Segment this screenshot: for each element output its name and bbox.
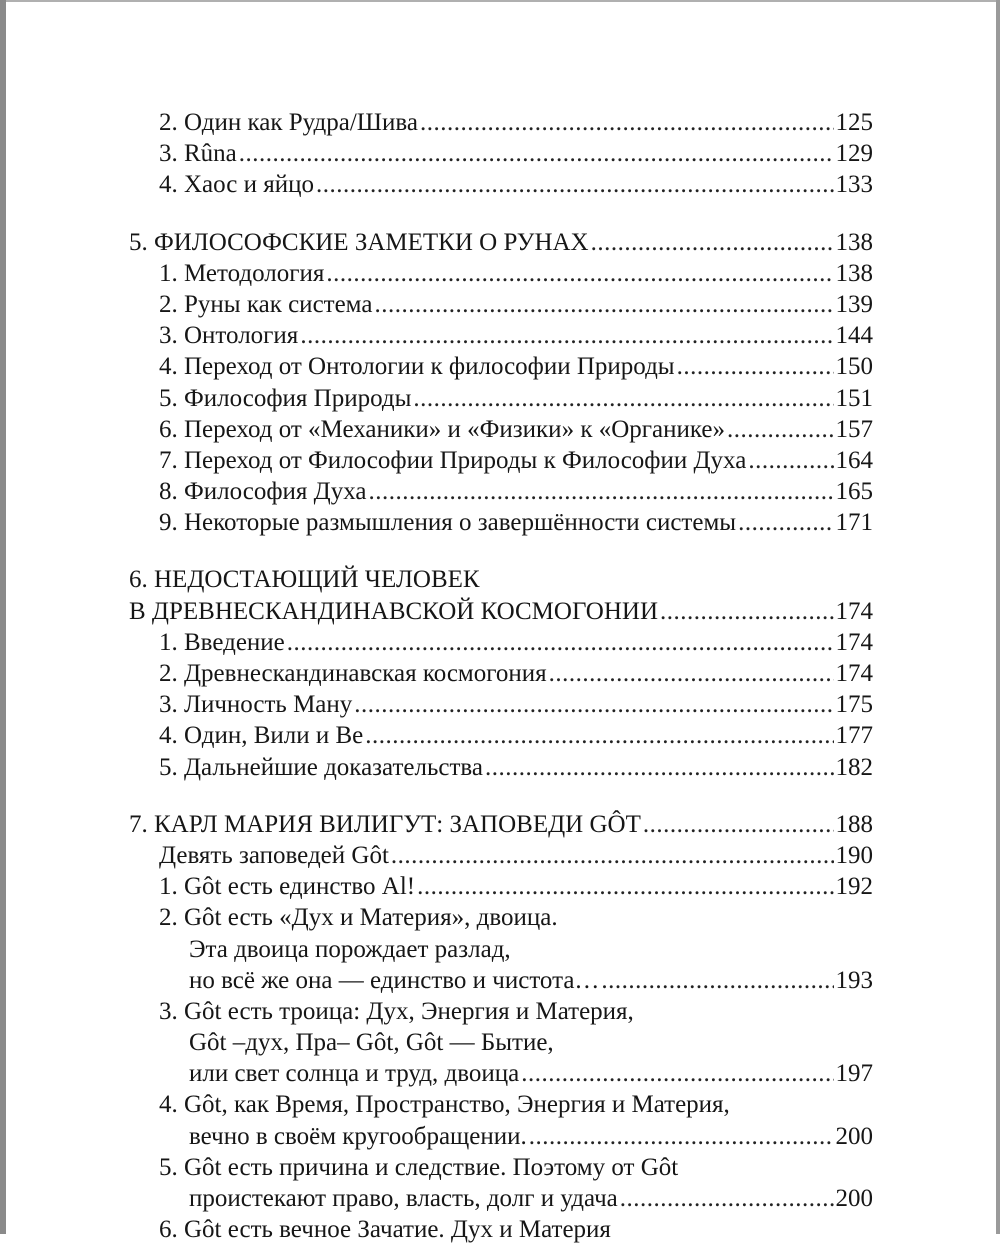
toc-entry-text: 1. Gôt есть единство Al! <box>159 873 416 901</box>
toc-entry-text: проистекают право, власть, долг и удача <box>189 1185 618 1212</box>
page-number: 151 <box>835 384 873 412</box>
toc-group <box>129 809 873 1245</box>
toc-section-entry <box>129 689 873 720</box>
dot-leader <box>316 169 833 200</box>
page-number: 150 <box>835 353 873 381</box>
toc-section-entry <box>129 476 873 507</box>
toc-entry-text: 6. Переход от «Механики» и «Физики» к «Органике» <box>159 415 725 443</box>
page-number: 182 <box>835 753 873 781</box>
dot-leader <box>591 227 834 258</box>
toc-line <box>129 658 873 689</box>
toc-line <box>129 689 873 720</box>
toc-section-entry <box>129 320 873 351</box>
toc-line <box>129 227 873 258</box>
page-number: 133 <box>835 171 873 199</box>
toc-entry-text: 4. Переход от Онтологии к философии Природы <box>159 353 675 381</box>
page-top-edge <box>0 0 1000 2</box>
toc-line <box>129 1152 873 1183</box>
dot-leader <box>660 596 833 627</box>
toc-line <box>129 476 873 507</box>
dot-leader <box>677 351 834 382</box>
toc-line <box>129 627 873 658</box>
toc-section-entry <box>129 383 873 414</box>
toc-line <box>129 752 873 783</box>
toc-line <box>129 289 873 320</box>
dot-leader <box>239 138 834 169</box>
dot-leader <box>727 414 834 445</box>
toc-section-entry <box>129 752 873 783</box>
toc-group <box>129 107 873 201</box>
toc-group <box>129 227 873 539</box>
toc-entry-text: 3. Gôt есть троица: Дух, Энергия и Материя, <box>159 997 634 1025</box>
toc-entry-text: 2. Древнескандинавская космогония <box>159 660 547 687</box>
toc-entry-text: но всё же она — единство и чистота… <box>189 966 600 994</box>
toc-line <box>129 1058 873 1089</box>
page-number: 197 <box>835 1060 873 1088</box>
toc-entry-text: 2. Один как Рудра/Шива <box>159 109 418 136</box>
dot-leader <box>529 1121 834 1152</box>
toc-entry-text: Gôt –дух, Пра– Gôt, Gôt — Бытие, <box>189 1029 554 1057</box>
toc-entry-text: 2. Руны как система <box>159 290 373 318</box>
toc-line <box>129 871 873 902</box>
dot-leader <box>643 809 834 840</box>
toc-line <box>129 414 873 445</box>
toc-section-entry <box>129 1089 873 1151</box>
page-number: 188 <box>835 810 873 838</box>
page-number: 129 <box>835 140 873 168</box>
toc-section-entry <box>129 507 873 538</box>
toc-line <box>129 809 873 840</box>
toc-line <box>129 934 873 965</box>
page-number: 174 <box>835 660 873 687</box>
toc-line <box>129 996 873 1027</box>
toc-line <box>129 258 873 289</box>
dot-leader <box>521 1058 833 1089</box>
toc-section-entry <box>129 169 873 200</box>
toc-entry-text: 6. Gôt есть вечное Зачатие. Дух и Материя <box>159 1216 611 1244</box>
page-number: 193 <box>835 966 873 994</box>
toc-section-entry <box>129 658 873 689</box>
dot-leader <box>374 289 833 320</box>
toc-entry-text: 6. НЕДОСТАЮЩИЙ ЧЕЛОВЕК <box>129 566 480 594</box>
page-number: 138 <box>835 259 873 287</box>
toc-entry-text: 5. Gôt есть причина и следствие. Поэтому от Gôt <box>159 1153 679 1181</box>
dot-leader <box>601 965 833 996</box>
dot-leader <box>391 840 834 871</box>
toc-entry-text: 3. Онтология <box>159 322 299 350</box>
dot-leader <box>748 445 833 476</box>
toc-entry-text: 4. Gôt, как Время, Пространство, Энергия и Материя, <box>159 1091 730 1119</box>
toc-line <box>129 169 873 200</box>
toc-chapter-entry <box>129 564 873 626</box>
toc-line <box>129 445 873 476</box>
table-of-contents <box>129 107 873 1245</box>
toc-group <box>129 564 873 782</box>
toc-line <box>129 564 873 595</box>
toc-entry-text: 2. Gôt есть «Дух и Материя», двоица. <box>159 904 558 932</box>
page-number: 139 <box>835 290 873 318</box>
dot-leader <box>413 383 833 414</box>
dot-leader <box>549 658 834 689</box>
page-number: 177 <box>835 722 873 750</box>
toc-line <box>129 902 873 933</box>
toc-section-entry <box>129 351 873 382</box>
toc-section-entry <box>129 289 873 320</box>
toc-entry-text: 1. Введение <box>159 628 285 656</box>
toc-section-entry <box>129 258 873 289</box>
dot-leader <box>420 107 834 138</box>
dot-leader <box>417 871 833 902</box>
page-right-edge <box>996 0 1000 1234</box>
page-number: 175 <box>835 691 873 719</box>
toc-section-entry <box>129 1152 873 1214</box>
toc-entry-text: 3. Личность Ману <box>159 691 353 719</box>
page-number: 200 <box>835 1122 873 1150</box>
toc-section-entry <box>129 107 873 138</box>
toc-section-entry <box>129 138 873 169</box>
toc-entry-text: 1. Методология <box>159 259 325 287</box>
toc-line <box>129 1121 873 1152</box>
page-number: 174 <box>835 597 873 625</box>
toc-entry-text: 7. Переход от Философии Природы к Философии Духа <box>159 446 747 474</box>
toc-line <box>129 965 873 996</box>
toc-entry-text: 3. Rûna <box>159 140 237 168</box>
toc-line <box>129 507 873 538</box>
dot-leader <box>300 320 833 351</box>
toc-entry-text: 4. Хаос и яйцо <box>159 171 315 199</box>
page-left-edge <box>0 0 6 1234</box>
toc-entry-text: 4. Один, Вили и Ве <box>159 722 364 750</box>
toc-entry-text: 5. Дальнейшие доказательства <box>159 753 483 781</box>
toc-line <box>129 720 873 751</box>
toc-section-entry <box>129 902 873 996</box>
toc-entry-text: или свет солнца и труд, двоица <box>189 1060 520 1088</box>
toc-section-entry <box>129 871 873 902</box>
toc-line <box>129 107 873 138</box>
toc-section-entry <box>129 840 873 871</box>
toc-entry-text: 5. Философия Природы <box>159 384 412 412</box>
toc-line <box>129 351 873 382</box>
dot-leader <box>368 476 833 507</box>
toc-entry-text: 8. Философия Духа <box>159 478 367 506</box>
section-gap <box>129 538 873 564</box>
page-number: 165 <box>835 478 873 506</box>
page-number: 157 <box>835 415 873 443</box>
dot-leader <box>485 752 834 783</box>
dot-leader <box>354 689 833 720</box>
page-number: 125 <box>835 109 873 136</box>
toc-entry-text: вечно в своём кругообращении. <box>189 1122 527 1150</box>
dot-leader <box>365 720 833 751</box>
toc-line <box>129 1089 873 1120</box>
toc-chapter-entry <box>129 227 873 258</box>
page-number: 171 <box>835 509 873 537</box>
toc-entry-text: 9. Некоторые размышления о завершённости системы <box>159 509 737 537</box>
toc-section-entry <box>129 1214 873 1245</box>
toc-line <box>129 320 873 351</box>
section-gap <box>129 783 873 809</box>
dot-leader <box>738 507 833 538</box>
toc-line <box>129 383 873 414</box>
toc-section-entry <box>129 445 873 476</box>
page-number: 190 <box>835 841 873 869</box>
toc-section-entry <box>129 996 873 1090</box>
toc-line <box>129 840 873 871</box>
toc-line <box>129 1183 873 1214</box>
page-number: 174 <box>835 628 873 656</box>
toc-entry-text: Девять заповедей Gôt <box>159 841 389 869</box>
section-gap <box>129 201 873 227</box>
toc-line <box>129 596 873 627</box>
page-number: 200 <box>835 1185 873 1212</box>
page-number: 164 <box>835 446 873 474</box>
toc-entry-text: Эта двоица порождает разлад, <box>189 935 511 963</box>
toc-chapter-entry <box>129 809 873 840</box>
toc-entry-text: 5. ФИЛОСОФСКИЕ ЗАМЕТКИ О РУНАХ <box>129 228 589 256</box>
toc-section-entry <box>129 720 873 751</box>
toc-section-entry <box>129 627 873 658</box>
dot-leader <box>326 258 833 289</box>
page-number: 192 <box>835 873 873 901</box>
page-number: 144 <box>835 322 873 350</box>
toc-section-entry <box>129 414 873 445</box>
toc-line <box>129 1027 873 1058</box>
toc-line <box>129 138 873 169</box>
dot-leader <box>620 1183 834 1214</box>
dot-leader <box>287 627 834 658</box>
toc-entry-text: В ДРЕВНЕСКАНДИНАВСКОЙ КОСМОГОНИИ <box>129 597 659 625</box>
page-number: 138 <box>835 228 873 256</box>
toc-line <box>129 1214 873 1245</box>
toc-entry-text: 7. КАРЛ МАРИЯ ВИЛИГУТ: ЗАПОВЕДИ GÔT <box>129 810 641 838</box>
